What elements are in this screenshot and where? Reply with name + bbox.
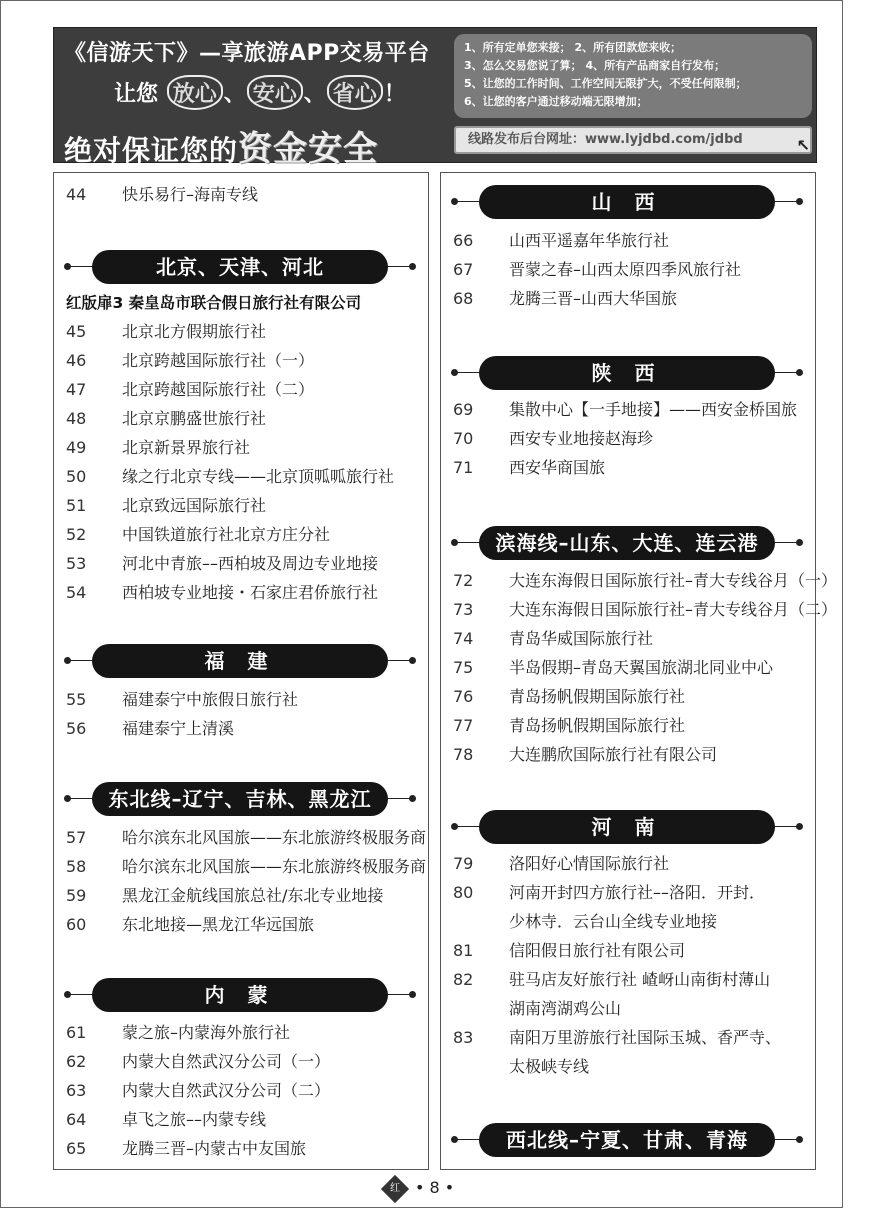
item-text: 哈尔滨东北风国旅——东北旅游终极服务商: [122, 857, 427, 876]
item-number: 68: [453, 289, 474, 308]
item-text: 北京京鹏盛世旅行社: [122, 409, 267, 428]
item-text: 北京跨越国际旅行社（一）: [122, 351, 315, 370]
item-text: 福建泰宁上清溪: [122, 719, 235, 738]
item-number: 59: [66, 886, 87, 905]
item-number: 65: [66, 1139, 87, 1158]
item-number: 69: [453, 400, 474, 419]
section-heading-henan: [451, 810, 803, 844]
item-text: 福建泰宁中旅假日旅行社: [122, 690, 299, 709]
bullet-dot-icon: [409, 263, 416, 270]
bullet-dot-icon: [409, 657, 416, 664]
item-text-continued: 少林寺．云台山全线专业地接: [509, 912, 718, 931]
item-number: 46: [66, 351, 87, 370]
bullet-dot-icon: [64, 795, 71, 802]
item-number: 74: [453, 629, 474, 648]
section-badge: [381, 1174, 409, 1202]
sponsor-line: 红版扉3 秦皇岛市联合假日旅行社有限公司: [66, 294, 362, 312]
item-number: 62: [66, 1052, 87, 1071]
item-number: 61: [66, 1023, 87, 1042]
slogan-word-3: 省心: [327, 75, 383, 110]
item-number: 78: [453, 745, 474, 764]
item-number: 75: [453, 658, 474, 677]
section-heading-dongbei: [64, 782, 416, 816]
item-number: 48: [66, 409, 87, 428]
item-number: 54: [66, 583, 87, 602]
item-number: 72: [453, 571, 474, 590]
heading-label: 北京、天津、河北: [92, 250, 388, 284]
feature-box: [454, 34, 812, 118]
feature-line: 1、所有定单您来接； 2、所有团款您来收；: [464, 41, 682, 54]
heading-label: 东北线–辽宁、吉林、黑龙江: [92, 782, 388, 816]
backend-url-box[interactable]: [454, 126, 812, 154]
bullet-dot-icon: [409, 795, 416, 802]
item-text: 大连鹏欣国际旅行社有限公司: [509, 745, 718, 764]
slogan-prefix: 让您: [114, 82, 159, 107]
bullet-dot-icon: [409, 991, 416, 998]
heading-label: 内 蒙: [92, 978, 388, 1012]
item-number: 57: [66, 828, 87, 847]
item-text: 西安华商国旅: [509, 458, 606, 477]
heading-label: 陕 西: [479, 356, 775, 390]
section-heading-xibei: [451, 1123, 803, 1157]
item-text: 内蒙大自然武汉分公司（一）: [122, 1052, 331, 1071]
item-number: 76: [453, 687, 474, 706]
item-text: 南阳万里游旅行社国际玉城、香严寺、: [509, 1028, 782, 1047]
section-heading-shanxi: [451, 185, 803, 219]
page-footer: [385, 1176, 454, 1200]
heading-label: 滨海线–山东、大连、连云港: [479, 526, 775, 560]
slogan-word-2: 安心: [247, 75, 303, 110]
guarantee-prefix: 绝对保证您的: [64, 134, 239, 167]
bullet-dot-icon: [451, 198, 458, 205]
item-text: 西柏坡专业地接・石家庄君侨旅行社: [122, 583, 379, 602]
item-text-continued: 湖南湾湖鸡公山: [509, 999, 622, 1018]
item-number: 79: [453, 854, 474, 873]
item-text: 哈尔滨东北风国旅——东北旅游终极服务商: [122, 828, 427, 847]
item-text: 信阳假日旅行社有限公司: [509, 941, 686, 960]
item-text: 青岛扬帆假期国际旅行社: [509, 687, 686, 706]
banner-title: 《信游天下》—享旅游APP交易平台: [64, 41, 430, 66]
item-number: 66: [453, 231, 474, 250]
page-number: • 8 •: [415, 1178, 455, 1197]
item-text: 龙腾三晋–山西大华国旅: [509, 289, 678, 308]
item-number: 63: [66, 1081, 87, 1100]
slogan-word-1: 放心: [167, 75, 223, 110]
bullet-dot-icon: [451, 823, 458, 830]
heading-label: 福 建: [92, 644, 388, 678]
item-number: 82: [453, 970, 474, 989]
item-text: 内蒙大自然武汉分公司（二）: [122, 1081, 331, 1100]
item-number: 77: [453, 716, 474, 735]
item-number: 80: [453, 883, 474, 902]
guarantee-big: 资金安全: [238, 129, 379, 169]
item-text: 缘之行北京专线——北京顶呱呱旅行社: [122, 467, 395, 486]
slogan-sep-1: 、: [223, 82, 246, 107]
heading-label: 山 西: [479, 185, 775, 219]
item-text: 集散中心【一手地接】——西安金桥国旅: [509, 400, 798, 419]
item-text: 青岛扬帆假期国际旅行社: [509, 716, 686, 735]
item-number: 56: [66, 719, 87, 738]
slogan-end: ！: [383, 82, 406, 107]
item-text: 山西平遥嘉年华旅行社: [509, 231, 670, 250]
item-text: 龙腾三晋–内蒙古中友国旅: [122, 1139, 307, 1158]
item-text: 北京致远国际旅行社: [122, 496, 267, 515]
item-number: 81: [453, 941, 474, 960]
bullet-dot-icon: [796, 198, 803, 205]
section-badge-label: 红: [390, 1182, 400, 1194]
bullet-dot-icon: [796, 823, 803, 830]
heading-label: 河 南: [479, 810, 775, 844]
feature-line: 5、让您的工作时间、工作空间无限扩大，不受任何限制；: [464, 77, 747, 90]
feature-line: 3、怎么交易您说了算； 4、所有产品商家自行发布；: [464, 59, 726, 72]
item-number: 73: [453, 600, 474, 619]
bullet-dot-icon: [796, 539, 803, 546]
left-column: [53, 172, 429, 1170]
item-text: 河南开封四方旅行社––洛阳．开封．: [509, 883, 766, 902]
item-number: 45: [66, 322, 87, 341]
item-number: 67: [453, 260, 474, 279]
ad-banner: [53, 27, 817, 169]
item-text: 东北地接—黑龙江华远国旅: [122, 915, 315, 934]
item-number: 83: [453, 1028, 474, 1047]
cursor-arrow-icon: ↖: [796, 136, 810, 155]
item-text: 驻马店友好旅行社 嵖岈山南街村薄山: [509, 970, 771, 989]
backend-url-text: 线路发布后台网址：www.lyjdbd.com/jdbd: [468, 132, 743, 147]
item-number: 49: [66, 438, 87, 457]
bullet-dot-icon: [451, 539, 458, 546]
item-text: 中国铁道旅行社北京方庄分社: [122, 525, 331, 544]
bullet-dot-icon: [451, 1136, 458, 1143]
bullet-dot-icon: [64, 263, 71, 270]
item-number: 71: [453, 458, 474, 477]
section-heading-shaanxi: [451, 356, 803, 390]
item-number: 58: [66, 857, 87, 876]
section-heading-neimeng: [64, 978, 416, 1012]
banner-guarantee: [64, 121, 378, 170]
feature-line: 6、让您的客户通过移动端无限增加；: [464, 95, 648, 108]
item-number: 44: [66, 185, 87, 204]
section-heading-fujian: [64, 644, 416, 678]
item-number: 50: [66, 467, 87, 486]
bullet-dot-icon: [64, 991, 71, 998]
item-text: 青岛华威国际旅行社: [509, 629, 654, 648]
item-text: 大连东海假日国际旅行社–青大专线谷月（二）: [509, 600, 838, 619]
item-text: 半岛假期–青岛天翼国旅湖北同业中心: [509, 658, 774, 677]
right-column: [440, 172, 838, 1170]
bullet-dot-icon: [64, 657, 71, 664]
item-number: 70: [453, 429, 474, 448]
item-text: 洛阳好心情国际旅行社: [509, 854, 670, 873]
item-number: 60: [66, 915, 87, 934]
item-text: 北京新景界旅行社: [122, 438, 251, 457]
item-number: 52: [66, 525, 87, 544]
section-heading-binhai: [451, 526, 803, 560]
item-number: 64: [66, 1110, 87, 1129]
item-number: 51: [66, 496, 87, 515]
item-number: 53: [66, 554, 87, 573]
item-text: 大连东海假日国际旅行社–青大专线谷月（一）: [509, 571, 838, 590]
item-text: 北京跨越国际旅行社（二）: [122, 380, 315, 399]
item-text: 快乐易行–海南专线: [122, 185, 259, 204]
item-text: 晋蒙之春–山西太原四季风旅行社: [509, 260, 742, 279]
heading-label: 西北线–宁夏、甘肃、青海: [479, 1123, 775, 1157]
bullet-dot-icon: [796, 369, 803, 376]
item-text: 黑龙江金航线国旅总社/东北专业地接: [122, 886, 384, 905]
item-text: 北京北方假期旅行社: [122, 322, 267, 341]
item-text: 河北中青旅––西柏坡及周边专业地接: [122, 554, 379, 573]
bullet-dot-icon: [451, 369, 458, 376]
slogan-sep-2: 、: [303, 82, 326, 107]
item-number: 55: [66, 690, 87, 709]
bullet-dot-icon: [796, 1136, 803, 1143]
section-heading-beijing: [64, 250, 416, 284]
item-number: 47: [66, 380, 87, 399]
item-text: 西安专业地接赵海珍: [509, 429, 654, 448]
item-text: 蒙之旅–内蒙海外旅行社: [122, 1023, 291, 1042]
banner-slogan: [114, 75, 406, 110]
item-text: 卓飞之旅––内蒙专线: [122, 1110, 267, 1129]
item-text-continued: 太极峡专线: [509, 1057, 590, 1076]
